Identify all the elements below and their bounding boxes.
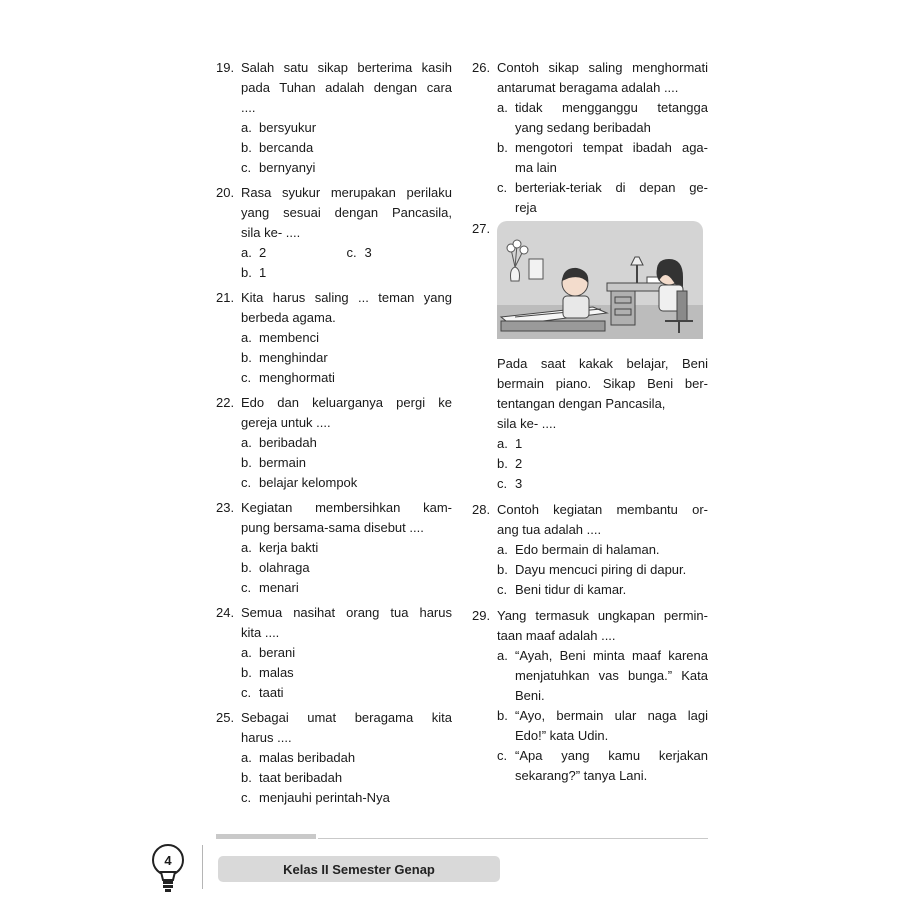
question-20 [216,183,452,283]
option-b: b. menghindar [241,350,328,365]
question-number: 27. [472,221,491,236]
question-22 [216,393,452,493]
question-number: 23. [216,500,235,515]
option-c: c. berteriak-teriak di depan ge- reja [497,180,708,215]
question-text-line: harus .... [241,730,292,745]
question-text-line: ang tua adalah .... [497,522,602,537]
option-b: b. “Ayo, bermain ular naga lagi Edo!” kata Udin. [497,708,708,743]
question-number: 20. [216,185,235,200]
option-b: b. 2 [497,456,523,471]
question-26 [472,58,708,218]
footer-rule [318,838,708,839]
question-text-line: Semua nasihat orang tua harus [241,605,452,620]
question-text-line: Sebagai umat beragama kita [241,710,452,725]
question-21 [216,288,452,388]
question-text-line: Kita harus saling ... teman yang [241,290,452,305]
option-c: c. belajar kelompok [241,475,358,490]
option-b: b. olahraga [241,560,310,575]
option-a: a. beribadah [241,435,317,450]
question-number: 19. [216,60,235,75]
question-28 [472,500,708,600]
question-text-line: sila ke- .... [241,225,301,240]
option-b: b. 1 [241,265,267,280]
question-text-line: pada Tuhan adalah dengan cara [241,80,452,95]
option-c: c. taati [241,685,284,700]
footer-divider [202,845,203,889]
option-a: a. 2 [241,245,267,260]
option-c: c. bernyanyi [241,160,316,175]
question-text-line: taan maaf adalah .... [497,628,616,643]
left-column [216,58,452,808]
question-24 [216,603,452,703]
question-text-line: pung bersama-sama disebut .... [241,520,424,535]
question-text-line: Kegiatan membersihkan kam- [241,500,452,515]
question-number: 26. [472,60,491,75]
question-text-line: gereja untuk .... [241,415,331,430]
question-text-line: kita .... [241,625,280,640]
question-text-line: Contoh sikap saling menghormati [497,60,708,75]
option-a: a. tidak mengganggu tetangga yang sedang beribadah [497,100,708,135]
question-19 [216,58,452,178]
question-25 [216,708,452,808]
question-text-line: tentangan dengan Pancasila, [497,396,666,411]
option-c: c. menghormati [241,370,335,385]
option-b: b. taat beribadah [241,770,343,785]
option-b: b. malas [241,665,294,680]
question-number: 24. [216,605,235,620]
question-text-line: bermain piano. Sikap Beni ber- [497,376,708,391]
question-text-line: Yang termasuk ungkapan permin- [497,608,708,623]
question-23 [216,498,452,598]
question-text-line: Rasa syukur merupakan perilaku [241,185,452,200]
option-c: c. Beni tidur di kamar. [497,582,627,597]
question-number: 25. [216,710,235,725]
option-c: c. 3 [497,476,523,491]
option-a: a. membenci [241,330,319,345]
option-b: b. Dayu mencuci piring di dapur. [497,562,687,577]
option-b: b. bercanda [241,140,314,155]
option-a: a. “Ayah, Beni minta maaf karena menjatuhkan vas bunga.” Kata Beni. [497,648,708,703]
question-number: 29. [472,608,491,623]
option-a: a. kerja bakti [241,540,319,555]
option-a: a. bersyukur [241,120,317,135]
option-a: a. berani [241,645,296,660]
option-c: c. 3 [346,245,372,260]
option-a: a. malas beribadah [241,750,356,765]
footer-accent-bar [216,834,316,839]
right-column [472,58,708,786]
question-text-line: .... [241,100,256,115]
question-text-line: Contoh kegiatan membantu or- [497,502,708,517]
question-number: 21. [216,290,235,305]
question-27 [472,219,708,494]
question-text-line: antarumat beragama adalah .... [497,80,679,95]
option-c: c. menjauhi perintah-Nya [241,790,390,805]
option-c: c. “Apa yang kamu kerjakan sekarang?” tanya Lani. [497,748,708,783]
question-number: 22. [216,395,235,410]
option-a: a. 1 [497,436,523,451]
option-b: b. mengotori tempat ibadah aga- ma lain [497,140,708,175]
option-a: a. Edo bermain di halaman. [497,542,660,557]
question-text-line: sila ke- .... [497,416,557,431]
option-c: c. menari [241,580,299,595]
question-text-line: Salah satu sikap berterima kasih [241,60,452,75]
page-number: 4 [164,853,172,868]
question-text-line: berbeda agama. [241,310,336,325]
question-text-line: Edo dan keluarganya pergi ke [241,395,452,410]
piano-study-illustration [497,221,703,339]
option-b: b. bermain [241,455,306,470]
question-29 [472,606,708,786]
question-number: 28. [472,502,491,517]
question-text-line: yang sesuai dengan Pancasila, [241,205,452,220]
question-text-line: Pada saat kakak belajar, Beni [497,356,708,371]
footer-label: Kelas II Semester Genap [218,856,500,882]
